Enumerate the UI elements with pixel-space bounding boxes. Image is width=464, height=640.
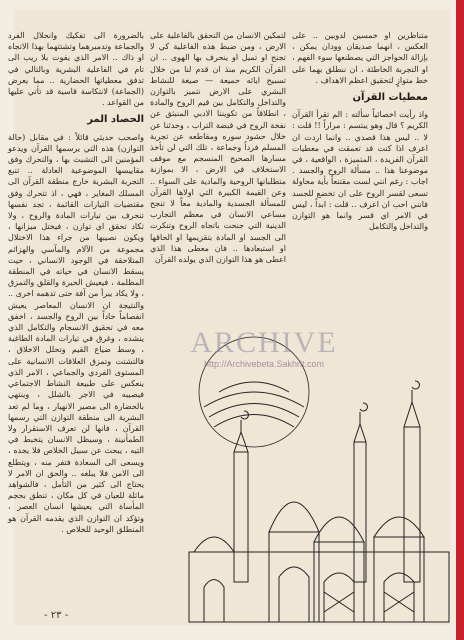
article-column-left bbox=[8, 30, 144, 539]
body-paragraph: بالضرورة الى تفكيك وانحلال الفرد والجماعة وتدميرهما وتشتتهما بهذا الاتجاه او ذاك .. الامر الذي يفوت بلا ريب الى تام في الفاعلية البشرية وبالتالي في تدفق معطياتها الحضارية .. مما يعرض (الجماعة) لانتكاسة قاسية قد تأتي عليها من القواعد . bbox=[8, 31, 144, 108]
mosque-sketch-illustration bbox=[174, 332, 464, 632]
section-heading-quran: معطيات القرآن bbox=[352, 92, 428, 104]
archive-watermark-url: http://Archivebeta.Sakhrit.com bbox=[203, 359, 325, 369]
intro-paragraph: متناظرين او خمسين لدوبين .. على العكس ، انهما صديقان وودان يمكن ، بإزالة الحواجز التي يصطنعها سوء الفهم ، او التجربة الخاطئة ، ان ننطلق بهما على خط متوازٍ لتحقيق اعظم الاهداف . bbox=[292, 31, 428, 85]
archive-watermark: ARCHIVE bbox=[190, 326, 338, 359]
article-column-middle bbox=[150, 30, 286, 269]
body-paragraph: واصحب حديثي قائلاً : في مقابل (حالة التوازن) هذه التي يرسمها القرآن ويدعو المؤمنين الى التشبث بها ، والتحرك وفق مقاييسها الموضوعية العادلة .. تنبع التجربة البشرية خارج منطقة القرآن الى المسلك المغاير ، فهي ، اذ تتحرك وفق مقتضيات التيارات القائمة ، تجد نفسها تنحرف بين تيارات المادة والروح ، ولا تكاد تحقق اي توازن ، فيختل ميزانها ، ويكون نصيبها من جراء هذا الاختلال مجموعة من الآلام والمآسي والهزائم المتلاحقة في الوجود الانساني ، حيث يسقط الانسان في حياته في المنطقة المظلمة ، فيعيش الحيرة والقلق والتمزق ، ولا يكاد يبرأ من آفة حتى تدهمه اخرى .. والنتيجة ان الانسان المعاصر يعيش انفصاماً حاداً بين الروح والجسد ، اخفق معه في تحقيق الانسجام والتكامل الذي ينشده ، وغرق في تيارات المادة الطاغية ، وسط ضياع القيم وتحلل الاخلاق ، فالتشتت وتمزق العلاقات الانسانية على المستوى الفردي والجماعي ، الامر الذي ينعكس على طبيعة النشاط الاجتماعي فيصيبه في الاجر بالشلل ، وينتهي بالحضارة الى مصير الانهيار ، وما لم تعد البشرية الى منطقة التوازن التي رسمها القرآن ، فانها لن تعرف الاستقرار ولا الطمأنينة ، وسيظل الانسان يتخبط في التيه ، يبحث عن سبيل الخلاص فلا يجده ، ويسعى الى السعادة فتفر منه ، ويتطلع الى الامن فلا يبلغه .. والحق ان الامر لا يحتاج الى كثير من التأمل ، فالشواهد ماثلة للعيان في كل مكان ، تنطق بحجم المأساة التي يعيشها انسان العصر ، وتؤكد ان التوازن الذي يقدمه القرآن هو المنطلق الوحيد للخلاص . bbox=[8, 132, 144, 534]
magazine-page bbox=[8, 10, 450, 625]
section-heading-bitter-harvest: الحصاد المر bbox=[87, 114, 144, 126]
page-edge-bar bbox=[456, 0, 464, 640]
body-paragraph: واذ رأيت اخصائياً سألته : الم تقرأ القرآن الكريم ؟ قال وهو يبتسم : مراراً !! قلت : لا .. ليس هذا قصدي .. وانما اردت ان اعرف اذا كنت قد تعمقت في معطيات القرآن الفريدة ، المتميزة ، الواقعية ، في موضوعنا هذا .. مسألة الروح والجسد . اجاب : رغم انني لست مقتنعاً بأية محاولة تسعى لقسر الروح على ان تخضع للجسد فانني احب ان اعرف .. قلت : ابداً ، ليس في الامر اي قسر وانما هو التوازن والتداخل والتكامل bbox=[292, 110, 428, 232]
article-column-right bbox=[292, 30, 428, 236]
body-paragraph: لتمكين الانسان من التحقق بالفاعلية على الارض ، ومن ضبط هذه الفاعلية كي لا تجنح او تميل او ينحرف بها الهوى .. ان القرآن الكريم منذ ان قدم لنا من خلال تسبيح ايائه حميعة — صيغة للنشاط البشري على الارض تتميز بالتوازن والتداخل والتكامل بين قيم الروح والمادة ، انطلاقاً من تكويننا الادبي المنبثق عن نفخة الروح في قبضة التراب ، وحدثنا عن خلال حشود سوره ومقاطعه عن تجربة المسلم فرداً وجماعة ، تلك التي لن تأخذ مسارها الصحيح المنسجم مع موقف الاستخلاف في الارض ، الا بموازنة متطلباتها الروحية والمادية على السواء .. وعن القيمة الكبيرة التي اولاها القرآن للمسألة الجسدية والمادية معاً لا تنجح مساعي الانسان في معظم التجارب الدينية التي جنحت باتجاه الروح وتنكرت الى الجسد او المادة بتقزيمها او الحاقها او استبعادها .. فان معطى هذا الذي اعطى هو هذا التوازن الذي يولده القرآن bbox=[150, 31, 286, 265]
page-number: - ٢٣ - bbox=[44, 610, 69, 621]
